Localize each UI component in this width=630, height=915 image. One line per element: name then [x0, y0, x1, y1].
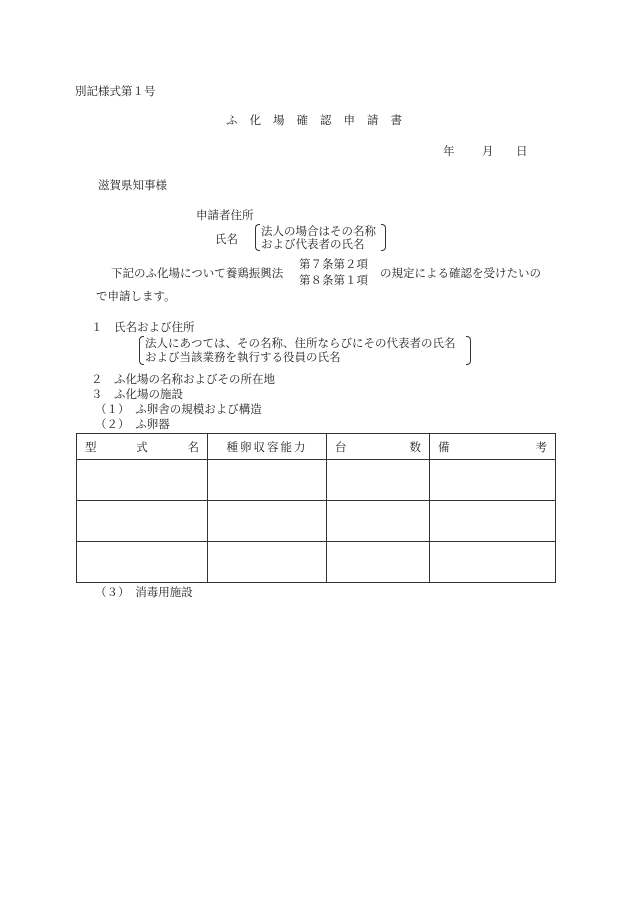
header-model-name: 型 式 名	[77, 434, 208, 460]
cell-capacity[interactable]	[208, 542, 327, 583]
date-month: 月	[482, 144, 494, 158]
body-article-1: 第７条第２項	[299, 257, 368, 271]
item-1: １ 氏名および住所	[91, 320, 195, 334]
name-note-right-brace	[381, 224, 386, 251]
item1-note-right-brace	[466, 336, 471, 365]
name-note-left-brace	[255, 224, 260, 251]
item1-note-line2: および当該業務を執行する役員の氏名	[145, 350, 341, 364]
date-day: 日	[516, 144, 528, 158]
item-2: ２ ふ化場の名称およびその所在地	[91, 372, 275, 386]
incubator-table	[76, 433, 556, 583]
body-text-before: 下記のふ化場について養鶏振興法	[111, 266, 284, 280]
cell-model[interactable]	[77, 460, 208, 501]
item1-note-left-brace	[139, 336, 144, 365]
item1-note-line1: 法人にあつては、その名称、住所ならびにその代表者の氏名	[145, 336, 456, 350]
body-text-after: の規定による確認を受けたいの	[380, 266, 541, 280]
header-remarks: 備 考	[430, 434, 556, 460]
applicant-name-label: 氏名	[215, 232, 238, 246]
table-header-row	[77, 434, 556, 460]
applicant-address-label: 申請者住所	[196, 208, 254, 222]
cell-model[interactable]	[77, 542, 208, 583]
table-row	[77, 460, 556, 501]
name-note-line1: 法人の場合はその名称	[261, 224, 376, 238]
cell-remarks[interactable]	[430, 542, 556, 583]
addressee: 滋賀県知事様	[98, 178, 167, 192]
cell-capacity[interactable]	[208, 460, 327, 501]
cell-count[interactable]	[327, 501, 430, 542]
item-3-sub-1: （１） ふ卵舎の規模および構造	[95, 402, 262, 416]
item-3-sub-3: （３） 消毒用施設	[95, 585, 193, 599]
form-number: 別記様式第１号	[75, 84, 156, 98]
cell-remarks[interactable]	[430, 460, 556, 501]
date-year: 年	[443, 144, 455, 158]
cell-count[interactable]	[327, 460, 430, 501]
body-article-2: 第８条第１項	[299, 273, 368, 287]
item-3-sub-2: （２） ふ卵器	[95, 417, 170, 431]
name-note-line2: および代表者の氏名	[261, 237, 365, 251]
table-row	[77, 501, 556, 542]
document-title: ふ化場確認申請書	[226, 113, 414, 127]
header-unit-count: 台 数	[327, 434, 430, 460]
body-text-line2: で申請します。	[96, 289, 176, 303]
cell-model[interactable]	[77, 501, 208, 542]
cell-remarks[interactable]	[430, 501, 556, 542]
header-egg-capacity: 種卵収容能力	[208, 434, 327, 460]
cell-count[interactable]	[327, 542, 430, 583]
cell-capacity[interactable]	[208, 501, 327, 542]
item-3: ３ ふ化場の施設	[91, 387, 183, 401]
table-row	[77, 542, 556, 583]
